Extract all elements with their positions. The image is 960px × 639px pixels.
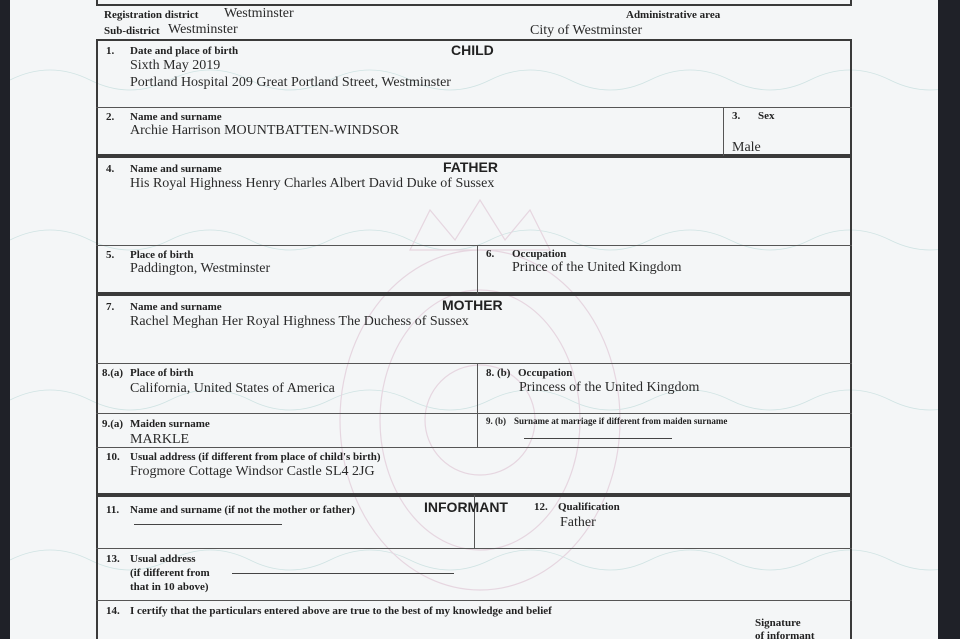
admin-area-value: City of Westminster	[530, 23, 643, 38]
mother-usual-address: Frogmore Cottage Windsor Castle SL4 2JG	[130, 464, 375, 479]
mother-birthplace: California, United States of America	[130, 381, 335, 396]
sub-district-label: Sub-district	[104, 25, 160, 37]
field-13-sub1: (if different from	[130, 567, 210, 579]
child-birth-date: Sixth May 2019	[130, 58, 221, 73]
field-4-number: 4.	[106, 163, 115, 175]
birth-certificate	[10, 0, 938, 639]
field-6-number: 6.	[486, 248, 495, 260]
field-12-number: 12.	[534, 501, 548, 513]
father-name: His Royal Highness Henry Charles Albert David Duke of Sussex	[130, 176, 495, 191]
field-8a-label: Place of birth	[130, 367, 194, 379]
mother-occupation: Princess of the United Kingdom	[519, 380, 700, 395]
child-name: Archie Harrison MOUNTBATTEN-WINDSOR	[130, 123, 400, 138]
field-10-number: 10.	[106, 451, 120, 463]
field-13-sub2: that in 10 above)	[130, 581, 209, 593]
field-5-label: Place of birth	[130, 249, 194, 261]
mother-name: Rachel Meghan Her Royal Highness The Duchess of Sussex	[130, 314, 469, 329]
field-13-number: 13.	[106, 553, 120, 565]
field-14-label: I certify that the particulars entered above are true to the best of my knowledge and belief	[130, 605, 552, 617]
field-1-number: 1.	[106, 45, 115, 57]
reg-district-value: Westminster	[224, 6, 294, 21]
field-9a-number: 9.(a)	[102, 418, 124, 430]
informant-qualification: Father	[560, 515, 596, 530]
field-1-label: Date and place of birth	[130, 45, 239, 57]
field-9b-number: 9. (b)	[486, 416, 506, 426]
field-9a-label: Maiden surname	[130, 418, 210, 430]
signature-label: Signature	[755, 617, 801, 629]
field-2-label: Name and surname	[130, 111, 222, 123]
field-8a-number: 8.(a)	[102, 367, 124, 379]
field-8b-number: 8. (b)	[486, 367, 511, 379]
child-sex: Male	[732, 140, 761, 155]
sub-district-value: Westminster	[168, 22, 238, 37]
field-13-label: Usual address	[130, 553, 196, 565]
field-5-number: 5.	[106, 249, 115, 261]
field-3-number: 3.	[732, 110, 741, 122]
top-header-bar	[96, 0, 852, 6]
field-11-label: Name and surname (if not the mother or father)	[130, 504, 356, 516]
field-10-label: Usual address (if different from place of child's birth)	[130, 451, 381, 463]
father-birthplace: Paddington, Westminster	[130, 261, 271, 276]
field-2-number: 2.	[106, 111, 115, 123]
father-occupation: Prince of the United Kingdom	[512, 260, 682, 275]
field-14-number: 14.	[106, 605, 120, 617]
field-7-number: 7.	[106, 301, 115, 313]
field-12-label: Qualification	[558, 501, 620, 513]
signature-label-sub: of informant	[755, 630, 815, 639]
mother-maiden-surname: MARKLE	[130, 432, 190, 447]
mother-heading: MOTHER	[442, 297, 503, 313]
field-7-label: Name and surname	[130, 301, 222, 313]
field-3-label: Sex	[758, 110, 775, 122]
field-8b-label: Occupation	[518, 367, 573, 379]
field-9b-label: Surname at marriage if different from maiden surname	[514, 416, 728, 426]
child-heading: CHILD	[451, 42, 494, 58]
father-heading: FATHER	[443, 159, 498, 175]
reg-district-label: Registration district	[104, 9, 199, 21]
admin-area-label: Administrative area	[626, 9, 721, 21]
informant-heading: INFORMANT	[424, 499, 508, 515]
field-4-label: Name and surname	[130, 163, 222, 175]
field-6-label: Occupation	[512, 248, 567, 260]
field-11-number: 11.	[106, 504, 120, 516]
child-birth-place: Portland Hospital 209 Great Portland Street, Westminster	[130, 75, 451, 90]
